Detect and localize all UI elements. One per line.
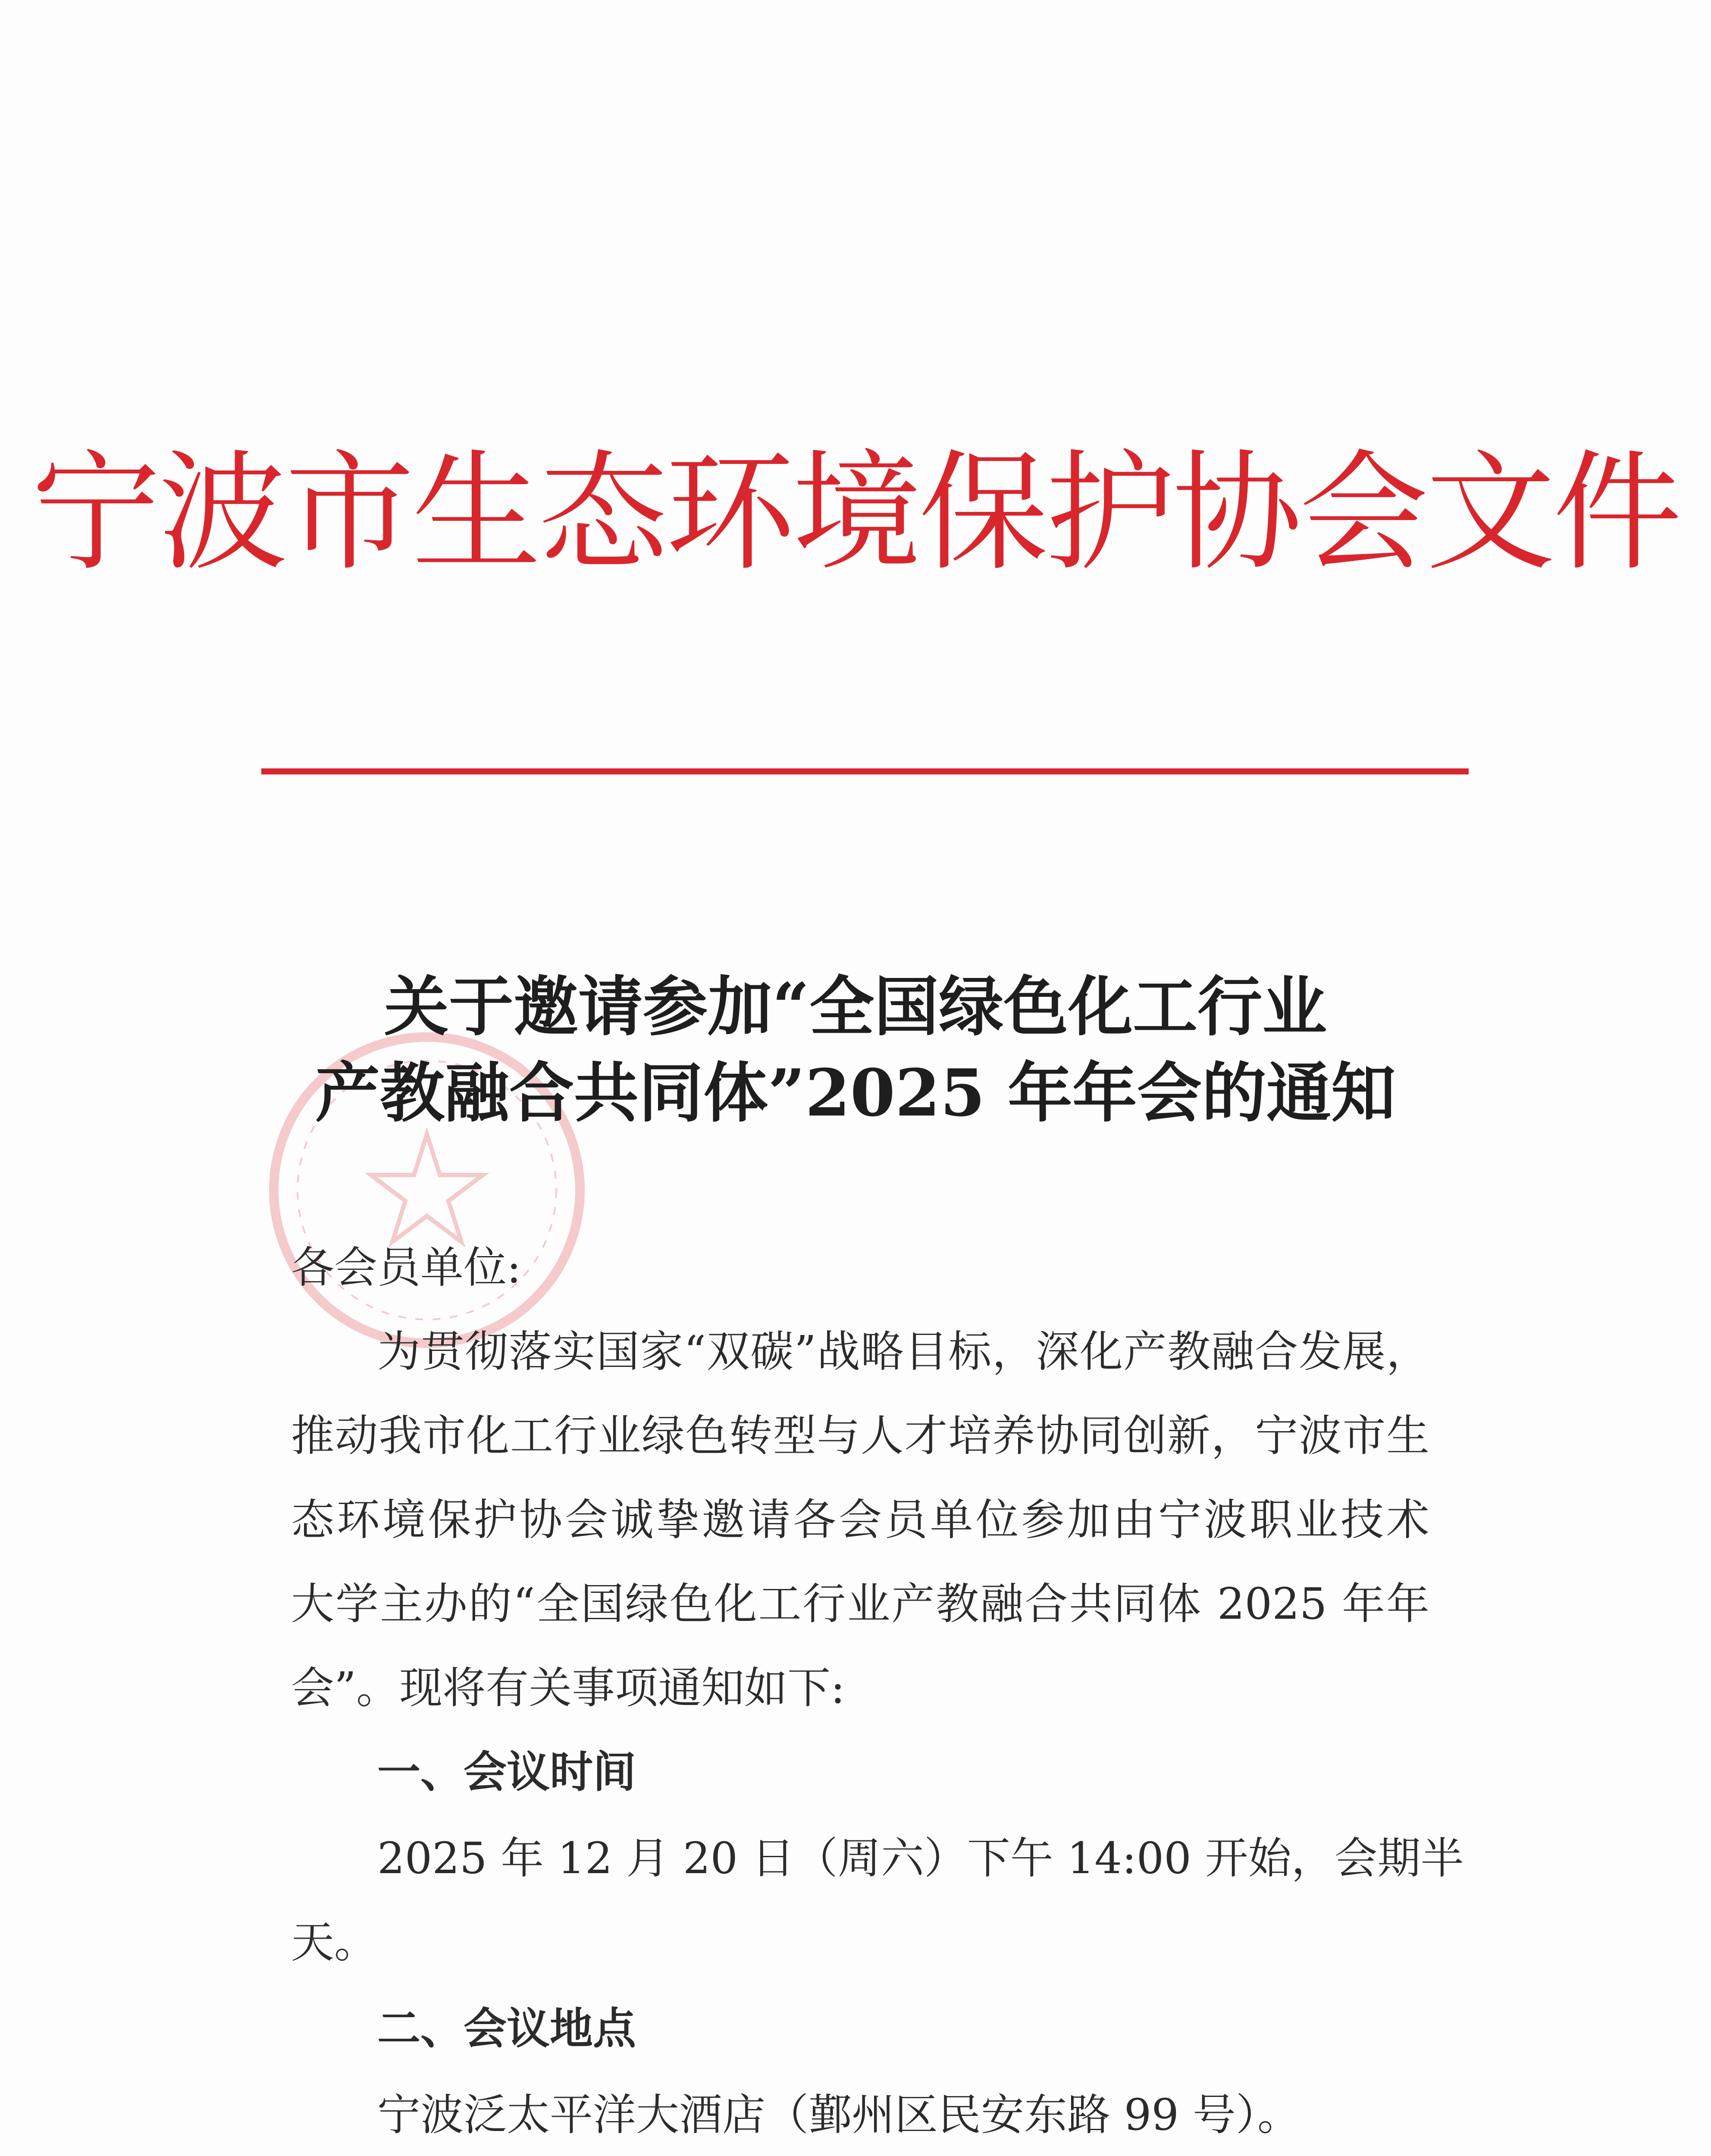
paragraph-line: 大学主办的“全国绿色化工行业产教融合共同体 2025 年年 bbox=[291, 1579, 1429, 1629]
notice-title-line-2: 产教融合共同体”2025 年年会的通知 bbox=[315, 1055, 1396, 1131]
letterhead-red-rule bbox=[261, 768, 1469, 774]
section-heading-time: 一、会议时间 bbox=[377, 1747, 636, 1797]
paragraph-line: 为贯彻落实国家“双碳”战略目标，深化产教融合发展， bbox=[377, 1326, 1429, 1377]
meeting-location-line: 宁波泛太平洋大酒店（鄞州区民安东路 99 号）。 bbox=[377, 2090, 1300, 2140]
paragraph-line: 会”。现将有关事项通知如下: bbox=[291, 1663, 845, 1713]
meeting-time-line: 天。 bbox=[291, 1917, 377, 1968]
notice-title-line-1: 关于邀请参加“全国绿色化工行业 bbox=[384, 969, 1327, 1045]
org-letterhead-title: 宁波市生态环境保护协会文件 bbox=[31, 438, 1680, 588]
meeting-time-line: 2025 年 12 月 20 日（周六）下午 14:00 开始，会期半 bbox=[377, 1833, 1464, 1883]
paragraph-line: 推动我市化工行业绿色转型与人才培养协同创新，宁波市生 bbox=[291, 1410, 1429, 1461]
section-heading-location: 二、会议地点 bbox=[377, 2003, 636, 2054]
salutation: 各会员单位: bbox=[291, 1242, 521, 1293]
paragraph-line: 态环境保护协会诚挚邀请各会员单位参加由宁波职业技术 bbox=[291, 1495, 1429, 1545]
